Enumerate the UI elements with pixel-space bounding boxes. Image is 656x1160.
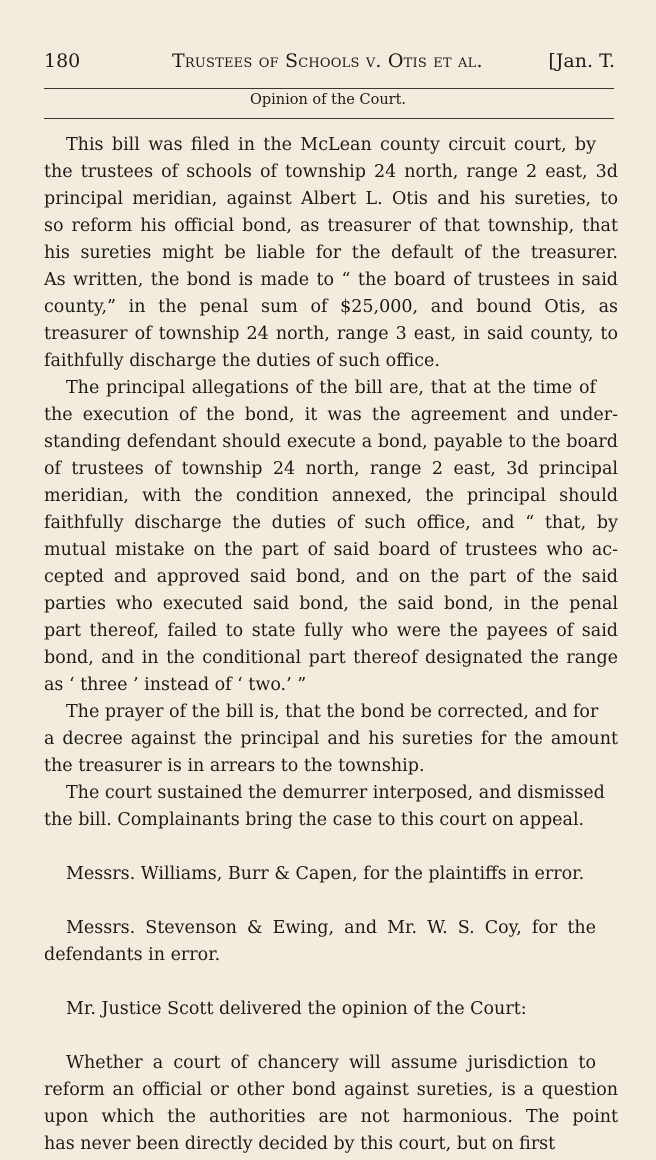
text-line: reform an official or other bond against sureties, is a question (44, 1080, 618, 1100)
text-line: the treasurer is in arrears to the township. (44, 756, 425, 776)
page-number: 180 (44, 50, 81, 72)
paragraph-spacer (44, 969, 618, 996)
text-line: upon which the authorities are not harmonious. The point (44, 1107, 618, 1127)
text-line: part thereof, failed to state fully who were the payees of said (44, 621, 618, 641)
text-line: As written, the bond is made to “ the board of trustees in said (44, 270, 618, 290)
text-line: The prayer of the bill is, that the bond be corrected, and for (66, 702, 599, 722)
text-line: meridian, with the condition annexed, the principal should (44, 486, 618, 506)
text-line: standing defendant should execute a bond, payable to the board (44, 432, 618, 452)
text-line: so reform his official bond, as treasurer of that township, that (44, 216, 618, 236)
header-rule (44, 88, 614, 89)
text-line: the execution of the bond, it was the agreement and under- (44, 405, 618, 425)
paragraph (44, 915, 618, 969)
paragraph (44, 1050, 618, 1158)
running-header (44, 50, 619, 80)
text-line: cepted and approved said bond, and on the part of the said (44, 567, 618, 587)
text-line: The court sustained the demurrer interposed, and dismissed (66, 783, 605, 803)
paragraph (44, 132, 618, 375)
text-line: mutual mistake on the part of said board of trustees who ac- (44, 540, 618, 560)
text-line: his sureties might be liable for the default of the treasurer. (44, 243, 618, 263)
text-line: faithfully discharge the duties of such office. (44, 351, 440, 371)
paragraph (44, 996, 618, 1023)
text-line: Messrs. Williams, Burr & Capen, for the plaintiffs in error. (66, 864, 585, 884)
term-label: [Jan. T. (548, 50, 615, 72)
paragraph (44, 699, 618, 780)
paragraph (44, 780, 618, 834)
text-line: county,” in the penal sum of $25,000, and bound Otis, as (44, 297, 618, 317)
paragraph-spacer (44, 834, 618, 861)
running-title: Trustees of Schools v. Otis et al. (172, 50, 483, 72)
text-line: defendants in error. (44, 945, 221, 965)
section-label: Opinion of the Court. (249, 92, 407, 108)
section-rule (44, 118, 614, 119)
opinion-body (44, 132, 618, 1158)
paragraph-spacer (44, 888, 618, 915)
paragraph (44, 375, 618, 699)
text-line: of trustees of township 24 north, range 2 east, 3d principal (44, 459, 618, 479)
text-line: the trustees of schools of township 24 north, range 2 east, 3d (44, 162, 618, 182)
text-line: treasurer of township 24 north, range 3 east, in said county, to (44, 324, 618, 344)
text-line: the bill. Complainants bring the case to this court on appeal. (44, 810, 585, 830)
text-line: as ‘ three ’ instead of ‘ two.’ ” (44, 675, 307, 695)
text-line: Messrs. Stevenson & Ewing, and Mr. W. S. Coy, for the (66, 918, 596, 938)
text-line: parties who executed said bond, the said bond, in the penal (44, 594, 618, 614)
text-line: Mr. Justice Scott delivered the opinion of the Court: (66, 999, 527, 1019)
text-line: a decree against the principal and his sureties for the amount (44, 729, 618, 749)
text-line: Whether a court of chancery will assume jurisdiction to (66, 1053, 596, 1073)
text-line: principal meridian, against Albert L. Otis and his sureties, to (44, 189, 618, 209)
paragraph-spacer (44, 1023, 618, 1050)
text-line: This bill was filed in the McLean county circuit court, by (66, 135, 596, 155)
text-line: bond, and in the conditional part thereof designated the range (44, 648, 618, 668)
paragraph (44, 861, 618, 888)
text-line: faithfully discharge the duties of such office, and “ that, by (44, 513, 618, 533)
text-line: has never been directly decided by this court, but on first (44, 1134, 556, 1154)
text-line: The principal allegations of the bill are, that at the time of (66, 378, 596, 398)
